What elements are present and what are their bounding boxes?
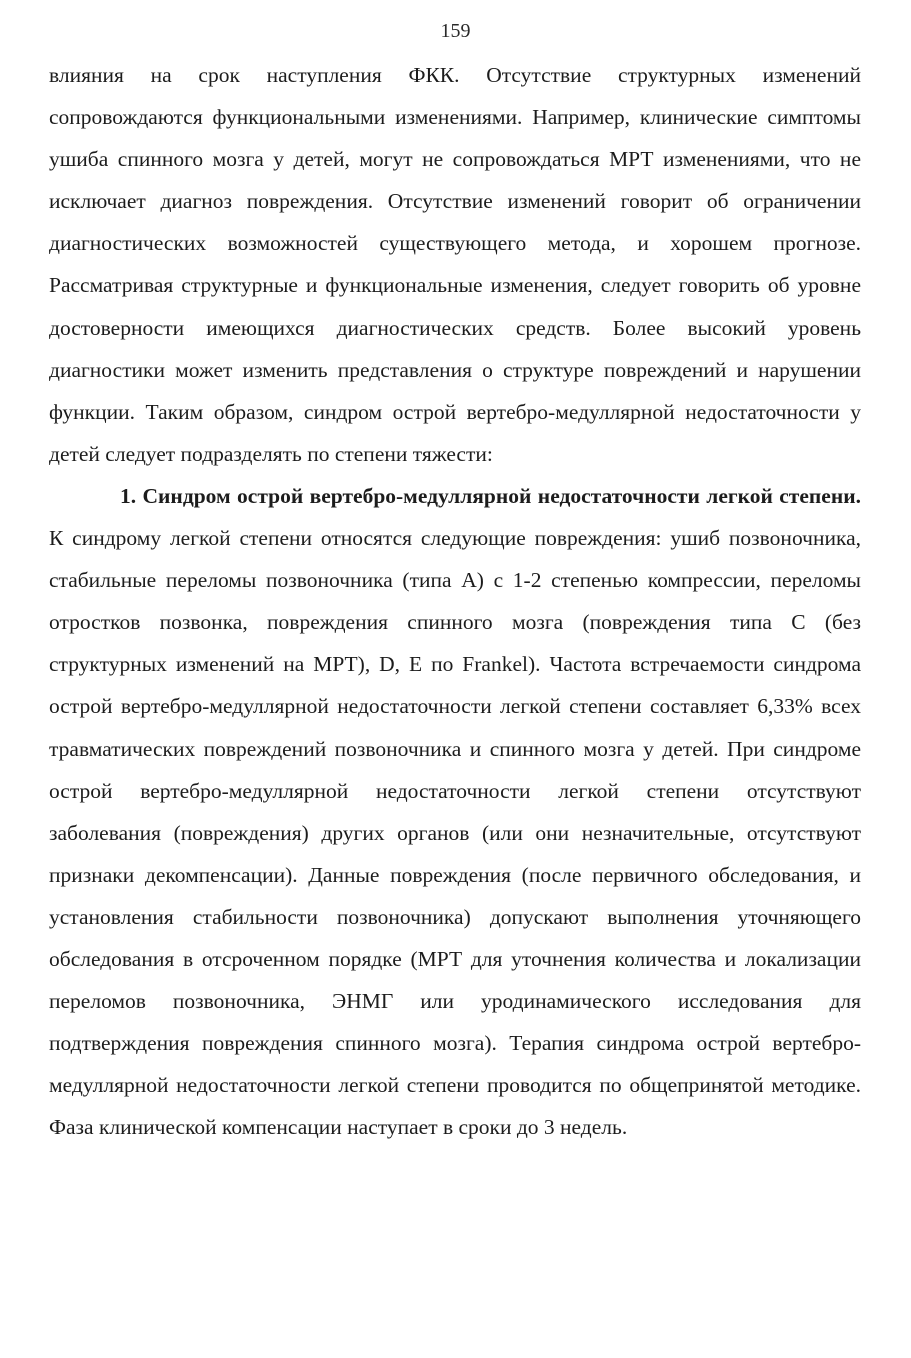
body-text: [49, 54, 861, 1148]
paragraph-mild-syndrome: [49, 475, 861, 1149]
section-heading: 1. Синдром острой вертебро-медуллярной недостаточности легкой степени.: [120, 483, 861, 508]
paragraph-mild-syndrome-text: К синдрому легкой степени относятся следующие повреждения: ушиб позвоночника, стабильные переломы позвоночника (типа А) с 1-2 степенью компрессии, переломы отростков позвонка, повреждения спинного мозга (повреждения типа С (без структурных изменений на МРТ), D, E по Frankel). Частота встречаемости синдрома острой вертебро-медуллярной недостаточности легкой степени составляет 6,33% всех травматических повреждений позвоночника и спинного мозга у детей. При синдроме острой вертебро-медуллярной недостаточности легкой степени отсутствуют заболевания (повреждения) других органов (или они незначительные, отсутствуют признаки декомпенсации). Данные повреждения (после первичного обследования, и установления стабильности позвоночника) допускают выполнения уточняющего обследования в отсроченном порядке (МРТ для уточнения количества и локализации переломов позвоночника, ЭНМГ или уродинамического исследования для подтверждения повреждения спинного мозга). Терапия синдрома острой вертебро-медуллярной недостаточности легкой степени проводится по общепринятой методике. Фаза клинической компенсации наступает в сроки до 3 недель.: [49, 526, 861, 1140]
paragraph-intro: влияния на срок наступления ФКК. Отсутствие структурных изменений сопровождаются функциональными изменениями. Например, клинические симптомы ушиба спинного мозга у детей, могут не сопровождаться МРТ изменениями, что не исключает диагноз повреждения. Отсутствие изменений говорит об ограничении диагностических возможностей существующего метода, и хорошем прогнозе. Рассматривая структурные и функциональные изменения, следует говорить об уровне достоверности имеющихся диагностических средств. Более высокий уровень диагностики может изменить представления о структуре повреждений и нарушении функции. Таким образом, синдром острой вертебро-медуллярной недостаточности у детей следует подразделять по степени тяжести:: [49, 63, 861, 466]
page-number: 159: [440, 20, 471, 42]
